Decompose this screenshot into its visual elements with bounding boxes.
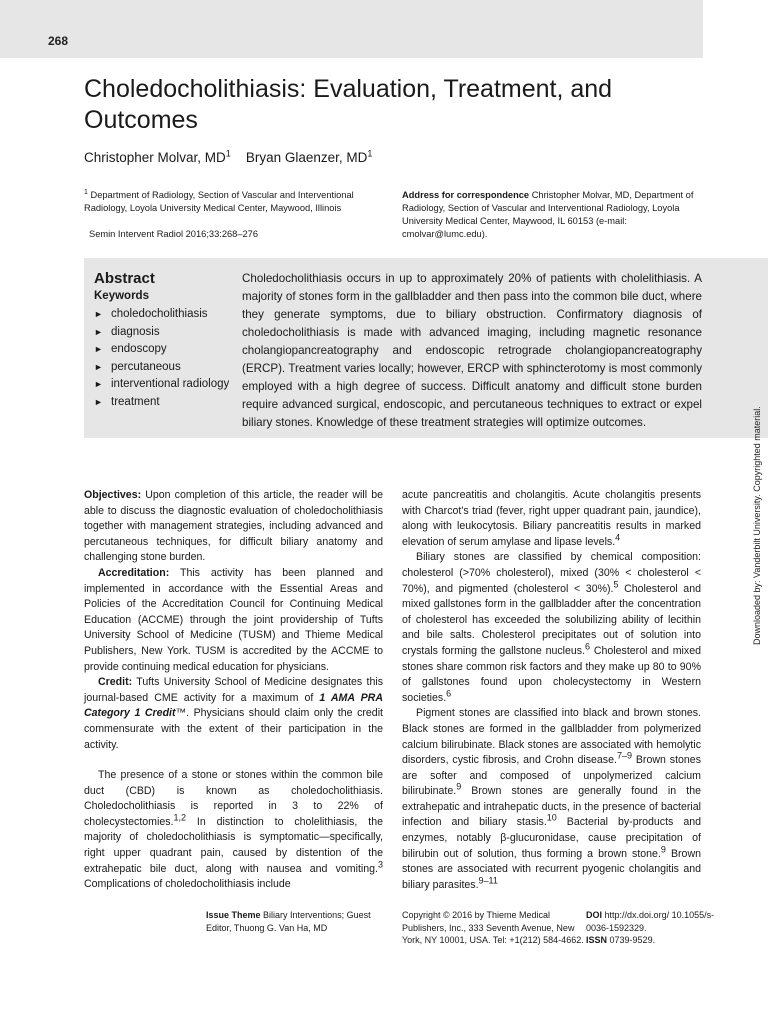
body-paragraph	[402, 706, 701, 893]
page-number: 268	[48, 34, 69, 48]
keywords-heading: Keywords	[94, 290, 149, 302]
body-text: Cholesterol and mixed stones share common risk factors and they make up 80 to 90% of gallstones found upon cholecystectomy in Western societies.	[402, 644, 701, 704]
reference-marker: 3	[377, 859, 383, 870]
body-text: acute pancreatitis and cholangitis. Acute cholangitis presents with Charcot's triad (fever, right upper quadrant pain, jaundice), along with leukocytosis. Biliary pancreatitis results in marked elevation of serum amylase and lipase levels.	[402, 489, 701, 548]
keyword-text: percutaneous	[111, 360, 181, 373]
keywords-list	[94, 306, 234, 411]
author-list	[84, 150, 372, 165]
author-name: Bryan Glaenzer, MD	[245, 150, 368, 165]
author-affiliation-marker: 1	[225, 148, 231, 159]
body-text: Brown stones are generally found in the extrahepatic and intrahepatic ducts, in the presence of bacterial infection and biliary stasis.	[402, 785, 701, 829]
reference-marker: 10	[546, 812, 557, 823]
keyword-text: endoscopy	[111, 343, 167, 355]
arrow-right-icon: ►	[94, 309, 103, 319]
affiliation-text: Department of Radiology, Section of Vascular and Interventional Radiology, Loyola University Medical Center, Maywood, Illinois	[84, 190, 354, 213]
issn-text: 0739-9529.	[609, 935, 656, 945]
author-affiliation-marker: 1	[367, 148, 373, 159]
body-text: Cholesterol and mixed gallstones form in the gallbladder after the concentration of cholesterol has exceeded the solubilizing ability of lecithin and bile salts. Cholesterol precipitates out of solution into crystals forming the gallstone nucleus.	[402, 582, 701, 657]
trademark-symbol: ™	[175, 707, 187, 720]
keyword-text: choledocholithiasis	[111, 308, 208, 320]
arrow-right-icon: ►	[94, 326, 103, 337]
correspondence	[402, 189, 707, 241]
keyword-item	[94, 394, 234, 412]
body-text: Biliary stones are classified by chemical composition: cholesterol (>70% cholesterol), mixed (30% < cholesterol < 70%), and pigmented (cholesterol < 30%).	[402, 551, 701, 595]
keyword-text: treatment	[111, 395, 160, 408]
issue-theme-text: Biliary Interventions; Guest Editor, Thuong G. Van Ha, MD	[206, 910, 371, 933]
accreditation-paragraph	[84, 566, 383, 675]
credit-emphasis: 1 AMA PRA Category 1 Credit	[84, 691, 383, 720]
reference-marker: 1,2	[173, 812, 187, 823]
keyword-text: diagnosis	[111, 325, 160, 338]
credit-text: Tufts University School of Medicine designates this journal-based CME activity for a maximum of	[84, 676, 383, 704]
issn-label: ISSN	[586, 935, 608, 945]
affiliation-number: 1	[84, 188, 88, 196]
body-text: Bacterial by-products and enzymes, notably β-glucuronidase, cause precipitation of bilirubin out of solution, thus forming a brown stone.	[402, 816, 701, 860]
copyright-notice: Copyright © 2016 by Thieme Medical Publishers, Inc., 333 Seventh Avenue, New York, NY 10001, USA. Tel: +1(212) 584-4662.	[402, 910, 584, 945]
accreditation-text: This activity has been planned and implemented in accordance with the Essential Areas and Policies of the Accreditation Council for Continuing Medical Education (ACCME) through the joint providership of Tufts University School of Medicine (TUSM) and Thieme Medical Publishers, New York. TUSM is accredited by the ACCME to provide continuing medical education for physicians.	[84, 566, 383, 673]
doi-issn	[586, 909, 716, 947]
keyword-item	[94, 306, 234, 324]
abstract-text: Choledocholithiasis occurs in up to approximately 20% of patients with cholelithiasis. A majority of stones form in the gallbladder and then pass into the common bile duct, where they generate symptoms, due to biliary obstruction. Confirmatory diagnosis of choledocholithiasis is made with advanced imaging, including magnetic resonance cholangiopancreatography and endoscopic retrograde cholangiopancreatography (ERCP). Treatment varies locally; however, ERCP with sphincterotomy is most commonly employed with a high degree of success. Difficult anatomy and difficult stone burden require advanced surgical, endoscopic, and percutaneous techniques to extract or expel biliary stones. Knowledge of these treatment strategies will optimize outcomes.	[242, 272, 702, 429]
abstract-heading: Abstract	[94, 270, 155, 287]
arrow-right-icon: ►	[94, 396, 103, 407]
body-paragraph	[402, 488, 701, 550]
journal-citation: Semin Intervent Radiol 2016;33:268–276	[89, 229, 259, 239]
doi-link[interactable]: http://dx.doi.org/ 10.1055/s-0036-1592329.	[586, 910, 715, 933]
arrow-right-icon: ►	[94, 344, 103, 354]
credit-label: Credit:	[98, 676, 133, 689]
keyword-item	[94, 359, 234, 377]
page-header-bar	[0, 0, 703, 58]
objectives-label: Objectives:	[84, 489, 142, 501]
body-text: Pigment stones are classified into black and brown stones. Black stones are formed in the gallbladder from polymerized calcium bilirubinate. Black stones are associated with hemolytic disorders, cystic fibrosis, and Crohn disease.	[402, 707, 701, 767]
reference-marker: 6	[446, 688, 452, 699]
right-column	[402, 488, 701, 893]
accreditation-label: Accreditation:	[98, 566, 170, 579]
objectives-paragraph	[84, 488, 383, 566]
left-column	[84, 488, 383, 893]
body-text: The presence of a stone or stones within the common bile duct (CBD) is known as choledocholithiasis. Choledocholithiasis is reported in 3 to 22% of cholecystectomies.	[84, 769, 383, 828]
credit-text: . Physicians should claim only the credit commensurate with the extent of their participation in the activity.	[84, 707, 383, 751]
issue-theme-label: Issue Theme	[206, 910, 261, 920]
body-text: Brown stones are softer and composed of unpolymerized calcium bilirubinate.	[402, 754, 701, 798]
issue-theme	[206, 909, 391, 934]
arrow-right-icon: ►	[94, 361, 103, 372]
body-text: Complications of choledocholithiasis include	[84, 878, 291, 891]
doi-label: DOI	[586, 910, 603, 920]
credit-paragraph	[84, 675, 383, 753]
keyword-item	[94, 376, 234, 394]
affiliation	[84, 189, 384, 215]
reference-marker: 6	[585, 641, 591, 652]
reference-marker: 9	[660, 844, 666, 855]
body-text: Brown stones are associated with recurrent pyogenic cholangitis and biliary parasites.	[402, 847, 701, 891]
keyword-item	[94, 324, 234, 342]
body-text: In distinction to cholelithiasis, the majority of choledocholithiasis is symptomatic—specifically, right upper quadrant pain, caused by distention of the extrahepatic bile duct, along with nausea and vomiting.	[84, 815, 383, 875]
body-paragraph	[84, 768, 383, 893]
correspondence-text: Christopher Molvar, MD, Department of Radiology, Section of Vascular and Interventional Radiology, Loyola University Medical Center, Maywood, IL 60153 (e-mail: cmolvar@lumc.edu).	[402, 190, 694, 239]
keyword-item	[94, 341, 234, 359]
correspondence-label: Address for correspondence	[402, 190, 530, 200]
body-paragraph	[402, 550, 701, 706]
author-name: Christopher Molvar, MD	[84, 150, 226, 165]
reference-marker: 9	[456, 781, 462, 792]
keyword-text: interventional radiology	[111, 378, 230, 390]
reference-marker: 4	[615, 532, 621, 543]
reference-marker: 7–9	[616, 750, 632, 761]
arrow-right-icon: ►	[94, 379, 103, 389]
download-notice: Downloaded by: Vanderbilt University. Copyrighted material.	[752, 406, 762, 645]
objectives-text: Upon completion of this article, the reader will be able to discuss the diagnostic evaluation of choledocholithiasis together with management strategies, including advanced and percutaneous techniques, for difficult biliary anatomy and challenging stone burden.	[84, 489, 383, 564]
reference-marker: 5	[613, 579, 619, 590]
reference-marker: 9–11	[478, 875, 498, 886]
article-title: Choledocholithiasis: Evaluation, Treatment, and Outcomes	[84, 75, 613, 134]
